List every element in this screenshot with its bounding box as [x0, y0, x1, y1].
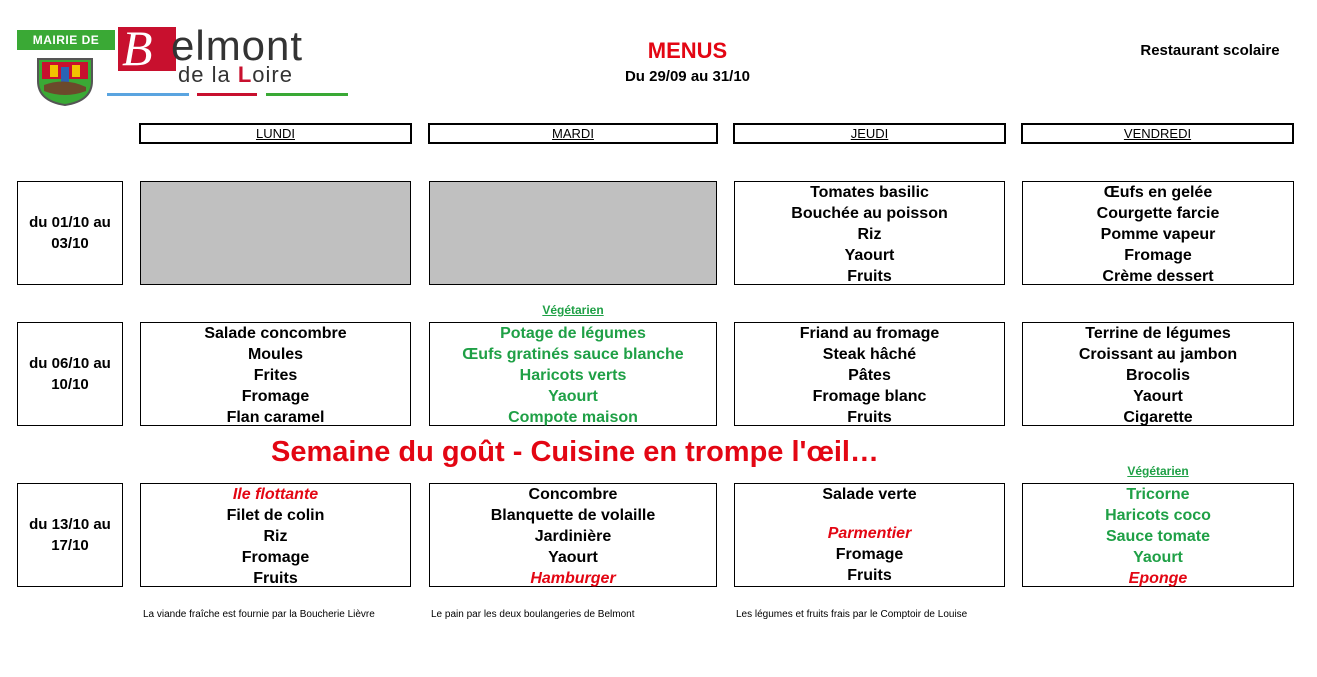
week-label: du 06/10 au 10/10	[17, 322, 123, 426]
day-header-vendredi: VENDREDI	[1021, 123, 1294, 144]
dish-item: Filet de colin	[226, 507, 325, 524]
dish-item: Croissant au jambon	[1078, 346, 1238, 363]
dish-item: Fruits	[847, 268, 892, 285]
menu-cell-jeudi	[734, 181, 1005, 285]
dish-item: Pomme vapeur	[1100, 226, 1216, 243]
page-date-range: Du 29/09 au 31/10	[624, 68, 751, 85]
dish-item: Terrine de légumes	[1085, 325, 1231, 342]
footer-note-pain: Le pain par les deux boulangeries de Belmont	[431, 609, 635, 620]
menu-cell-mardi	[429, 322, 717, 426]
dish-item: Fromage blanc	[812, 388, 927, 405]
dish-item: Bouchée au poisson	[791, 205, 948, 222]
logo-subtitle-de-la: de la	[178, 62, 238, 87]
dish-item: Parmentier	[827, 525, 912, 542]
dish-item: Tomates basilic	[810, 184, 929, 201]
dish-item: Frites	[253, 367, 298, 384]
banner-semaine-du-gout: Semaine du goût - Cuisine en trompe l'œil…	[271, 436, 879, 468]
dish-item: Œufs en gelée	[1103, 184, 1213, 201]
dish-item: Tricorne	[1126, 486, 1190, 503]
dish-item: Fruits	[847, 567, 892, 584]
dish-item: Fruits	[847, 409, 892, 426]
town-crest-icon	[34, 55, 96, 107]
menu-cell-mardi	[429, 483, 717, 587]
dish-item: Riz	[857, 226, 882, 243]
dish-item: Concombre	[528, 486, 618, 503]
menu-cell-jeudi	[734, 322, 1005, 426]
dish-item: Ile flottante	[232, 486, 319, 503]
day-header-lundi: LUNDI	[139, 123, 412, 144]
dish-item: Compote maison	[508, 409, 638, 426]
dish-item: Jardinière	[534, 528, 612, 545]
dish-item: Haricots verts	[519, 367, 627, 384]
dish-item: Crème dessert	[1102, 268, 1214, 285]
dish-item: Haricots coco	[1105, 507, 1211, 524]
day-header-jeudi: JEUDI	[733, 123, 1006, 144]
dish-item: Friand au fromage	[799, 325, 940, 342]
dish-item: Brocolis	[1125, 367, 1190, 384]
menu-cell-vendredi	[1022, 483, 1294, 587]
week-label: du 01/10 au 03/10	[17, 181, 123, 285]
footer-note-legumes: Les légumes et fruits frais par le Comptoir de Louise	[736, 609, 968, 620]
dish-item: Riz	[263, 528, 288, 545]
dish-item: Eponge	[1128, 570, 1188, 587]
menu-cell-lundi	[140, 181, 411, 285]
dish-item: Fromage	[835, 546, 904, 563]
logo-subtitle-oire: oire	[252, 62, 293, 87]
dish-item: Salade concombre	[204, 325, 347, 342]
menu-cell-jeudi	[734, 483, 1005, 587]
dish-item: Fromage	[241, 549, 310, 566]
dish-item: Cigarette	[1123, 409, 1193, 426]
menu-cell-lundi	[140, 483, 411, 587]
logo-subtitle	[178, 62, 293, 88]
dish-item: Salade verte	[822, 486, 917, 503]
menu-cell-mardi	[429, 181, 717, 285]
menu-cell-lundi	[140, 322, 411, 426]
menu-cell-vendredi	[1022, 322, 1294, 426]
vegetarian-tag: Végétarien	[542, 303, 604, 317]
dish-item: Œufs gratinés sauce blanche	[462, 346, 684, 363]
menu-cell-vendredi	[1022, 181, 1294, 285]
dish-item: Courgette farcie	[1096, 205, 1220, 222]
dish-item: Moules	[247, 346, 304, 363]
dish-item: Yaourt	[548, 549, 598, 566]
restaurant-label: Restaurant scolaire	[1140, 42, 1280, 59]
logo-mairie-tag: MAIRIE DE	[17, 30, 115, 50]
logo-wordmark: elmont	[171, 22, 304, 69]
logo-underline-blue	[107, 93, 189, 96]
dish-item: Yaourt	[1133, 549, 1183, 566]
dish-item: Potage de légumes	[500, 325, 646, 342]
dish-item: Sauce tomate	[1105, 528, 1211, 545]
dish-item: Steak hâché	[822, 346, 917, 363]
dish-item: Pâtes	[848, 367, 891, 384]
dish-item: Yaourt	[1133, 388, 1183, 405]
day-header-mardi: MARDI	[428, 123, 718, 144]
dish-item: Flan caramel	[226, 409, 325, 426]
logo-subtitle-l: L	[237, 62, 253, 87]
logo-letter-b: B	[122, 20, 153, 76]
dish-item: Yaourt	[844, 247, 895, 264]
dish-item: Fromage	[1124, 247, 1192, 264]
dish-item: Yaourt	[548, 388, 598, 405]
vegetarian-tag: Végétarien	[1127, 464, 1189, 478]
footer-note-viande: La viande fraîche est fournie par la Boucherie Lièvre	[143, 609, 375, 620]
dish-item: Fromage	[241, 388, 310, 405]
dish-item: Blanquette de volaille	[490, 507, 656, 524]
logo-underline-red	[197, 93, 257, 96]
logo-underline-green	[266, 93, 348, 96]
page-title: MENUS	[647, 38, 728, 63]
dish-item: Fruits	[253, 570, 298, 587]
dish-item: Hamburger	[530, 570, 616, 587]
week-label: du 13/10 au 17/10	[17, 483, 123, 587]
